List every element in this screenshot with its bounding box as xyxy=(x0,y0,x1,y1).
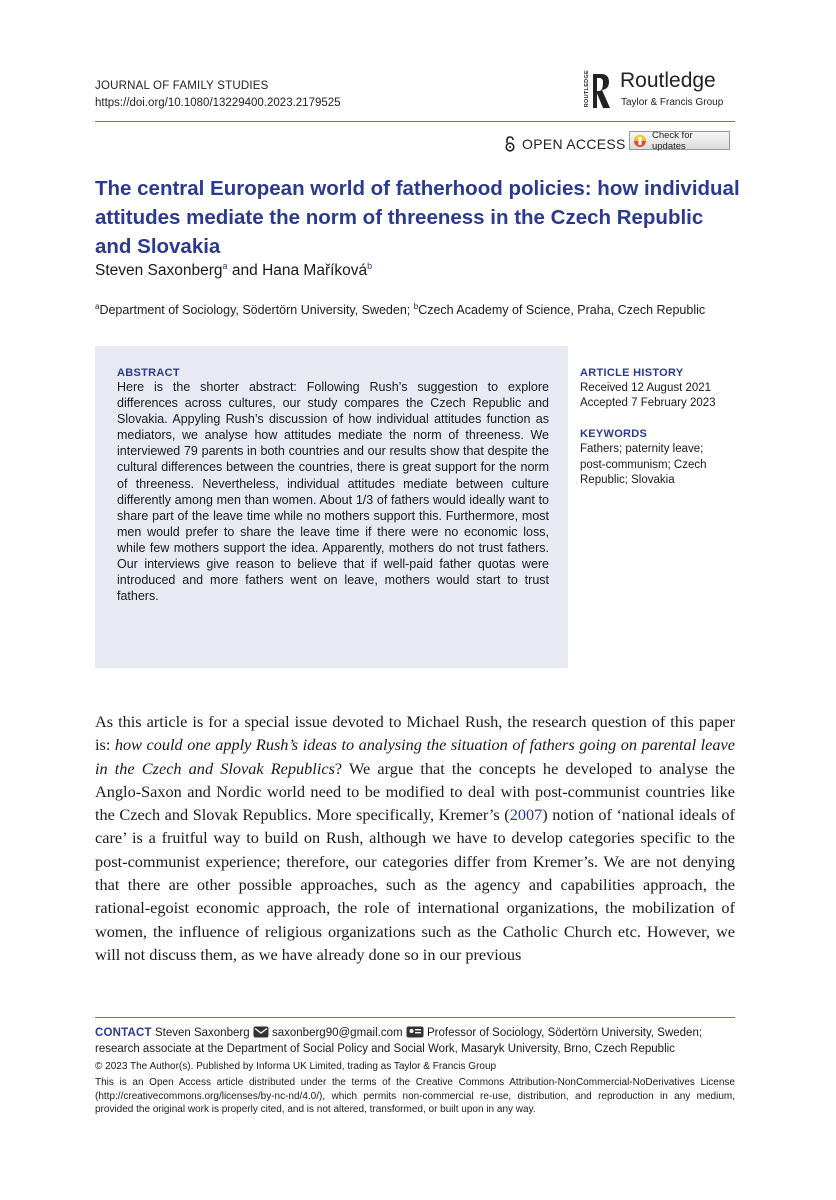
open-access-badge xyxy=(504,136,626,152)
contact-position: Professor of Sociology, Södertörn University, Sweden; research associate at the Department of Social Policy and Social Work, Masaryk University, Brno, Czech Republic xyxy=(95,1027,703,1055)
affiliation-marker: b xyxy=(413,302,419,311)
copyright-notice: © 2023 The Author(s). Published by Informa UK Limited, trading as Taylor & Francis Group xyxy=(95,1061,497,1072)
check-for-updates-label: Check for updates xyxy=(651,129,693,152)
keywords-text: Fathers; paternity leave; post-communism; Czech Republic; Slovakia xyxy=(580,443,707,486)
publisher-name: Routledge xyxy=(620,69,716,92)
license-text: ), which permits non-commercial re-use, distribution, and reproduction in any medium, provided the original work is properly cited, and is not altered, transformed, or built upon in any way. xyxy=(95,1090,735,1115)
body-text: ? We argue that the concepts he developed to analyse the Anglo-Saxon and Nordic world need to be modified to deal with post-communist countries like the Czech and Slovak Republics. More specifically, Kremer’s ( xyxy=(95,758,736,825)
id-card-icon xyxy=(406,1026,424,1038)
accepted-date: Accepted 7 February 2023 xyxy=(580,397,716,409)
article-title: The central European world of fatherhood policies: how individual attitudes mediate the norm of threeness in the Czech Republic and Slovakia xyxy=(95,177,740,258)
license-text: This is an Open Access article distributed under the terms of the Creative Commons Attribution-NonCommercial-NoDerivatives License ( xyxy=(95,1077,735,1102)
license-link[interactable]: http://creativecommons.org/licenses/by-nc-nd/4.0/ xyxy=(98,1090,319,1102)
abstract-heading: ABSTRACT xyxy=(117,367,180,379)
journal-name: JOURNAL OF FAMILY STUDIES xyxy=(95,80,269,92)
author-name[interactable]: Steven Saxonberg xyxy=(95,262,223,280)
affiliations xyxy=(95,298,735,319)
contact-name: Steven Saxonberg xyxy=(154,1027,250,1039)
keywords-heading: KEYWORDS xyxy=(580,428,648,440)
envelope-icon xyxy=(253,1026,269,1038)
doi-link[interactable]: https://doi.org/10.1080/13229400.2023.2179525 xyxy=(95,97,341,109)
citation-link[interactable]: 2007 xyxy=(509,805,543,825)
affiliation-text: Department of Sociology, Södertörn University, Sweden; xyxy=(99,303,414,318)
received-date: Received 12 August 2021 xyxy=(580,382,712,394)
crossmark-icon xyxy=(633,134,647,148)
contact-label: CONTACT xyxy=(95,1027,152,1039)
contact-email[interactable]: saxonberg90@gmail.com xyxy=(272,1027,403,1039)
check-for-updates-button[interactable] xyxy=(629,131,730,150)
publisher-vertical-text: ROUTLEDGE xyxy=(584,70,590,108)
abstract-text: Here is the shorter abstract: Following Rush’s suggestion to explore differences across cultures, our study compares the Czech Republic and Slovakia. Appyling Rush’s discussion of how individual attitudes function as mediators, we analyse how attitudes mediate the norm of threeness. We interviewed 79 parents in both countries and our results show that despite the cultural differences between the countries, there is great support for the norm of threeness. Nevertheless, individual attitudes mediate between culture differently among men than women. About 1/3 of fathers would ideally want to share part of the leave time while no mothers support this. Furthermore, most men would prefer to share the leave time if there were no economic loss, while few mothers support the idea. Apparently, mothers do not trust fathers. Our interviews give reason to believe that if well-paid father quotas were introduced and more fathers went on leave, mothers would start to trust fathers. xyxy=(117,380,549,604)
author-name[interactable]: Hana Maříková xyxy=(262,262,368,280)
body-paragraph xyxy=(95,710,735,966)
open-access-label: OPEN ACCESS xyxy=(522,136,626,152)
author-list xyxy=(95,261,372,280)
routledge-r-icon xyxy=(584,70,612,112)
research-question: how could one apply Rush’s ideas to analysing the situation of fathers going on parental leave in the Czech and Slovak Republics xyxy=(95,735,735,778)
body-text: As this article is for a special issue devoted to Michael Rush, the research question of this paper is: xyxy=(95,712,735,755)
footer-rule xyxy=(95,1017,735,1018)
body-text: ) notion of ‘national ideals of care’ is a fruitful way to build on Rush, although we have to develop categories specific to the post-communist experience; therefore, our categories differ from Kremer’s. We are not denying that there are other possible approaches, such as the agency and capabilities approach, the rational-egoist economic approach, the role of international organizations, the mobilization of women, the influence of religious organizations such as the Catholic Church etc. However, we will not discuss them, as we have already done so in our previous xyxy=(95,805,735,964)
open-lock-icon xyxy=(504,136,516,152)
affiliation-text: Czech Academy of Science, Praha, Czech Republic xyxy=(418,303,706,318)
contact-block xyxy=(95,1025,740,1057)
article-history-heading: ARTICLE HISTORY xyxy=(580,367,684,379)
affiliation-marker: b xyxy=(367,261,373,271)
author-conjunction: and xyxy=(231,262,258,280)
affiliation-marker: a xyxy=(95,302,100,311)
header-rule xyxy=(95,121,735,122)
affiliation-marker: a xyxy=(222,261,228,271)
publisher-subtitle: Taylor & Francis Group xyxy=(621,97,724,108)
license-notice xyxy=(95,1076,735,1117)
publisher-logo[interactable] xyxy=(584,70,744,114)
